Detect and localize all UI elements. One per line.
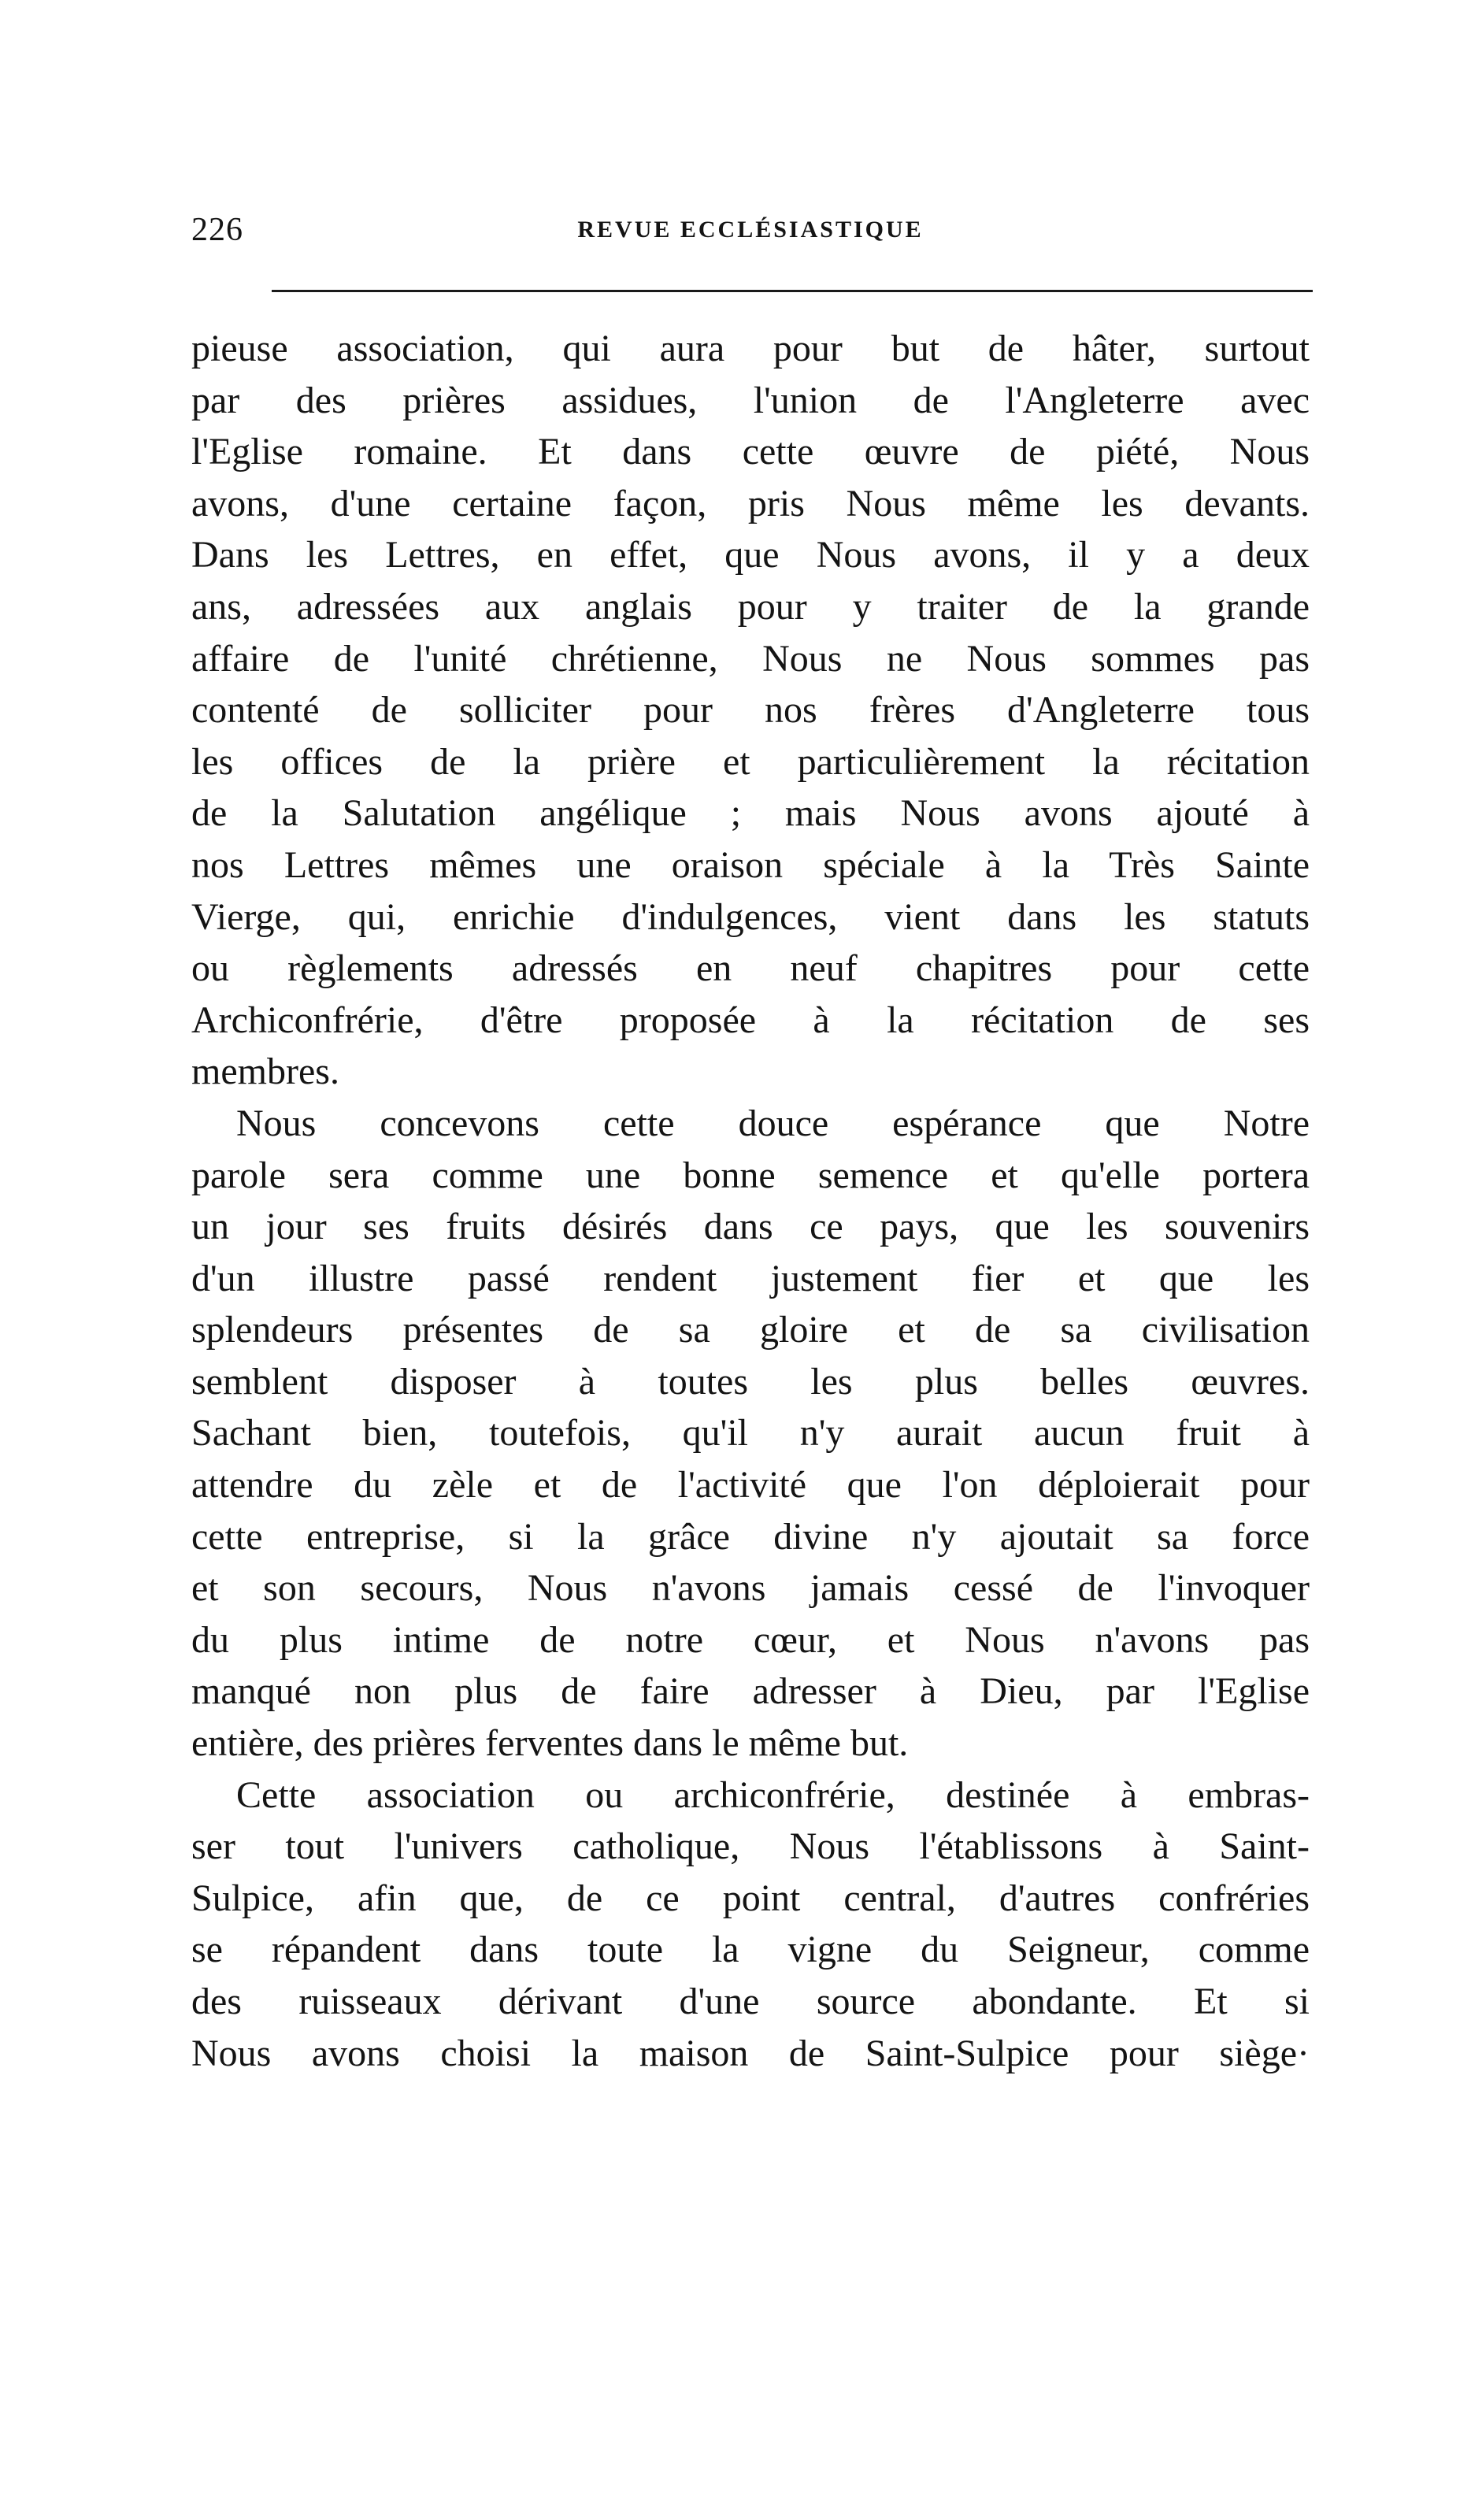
text-line: Nous avons choisi la maison de Saint-Sulpice pour siège· [191, 2032, 1310, 2074]
body-text [191, 323, 1310, 2079]
text-line: les offices de la prière et particulièrement la récitation [191, 740, 1310, 783]
text-line: et son secours, Nous n'avons jamais cessé de l'invoquer [191, 1567, 1310, 1610]
text-line: ou règlements adressés en neuf chapitres pour cette [191, 947, 1310, 990]
paragraph-start-line: Cette association ou archiconfrérie, destinée à embras- [236, 1773, 1310, 1816]
running-title: REVUE ECCLÉSIASTIQUE [577, 217, 924, 243]
text-line: parole sera comme une bonne semence et qu'elle portera [191, 1154, 1310, 1196]
text-line: pieuse association, qui aura pour but de hâter, surtout [191, 328, 1310, 369]
text-line: splendeurs présentes de sa gloire et de sa civilisation [191, 1309, 1310, 1351]
text-line: Sachant bien, toutefois, qu'il n'y aurait aucun fruit à [191, 1412, 1310, 1455]
text-line: Archiconfrérie, d'être proposée à la récitation de ses [191, 999, 1310, 1041]
text-line: manqué non plus de faire adresser à Dieu, par l'Eglise [191, 1670, 1310, 1713]
text-line: d'un illustre passé rendent justement fier et que les [191, 1257, 1310, 1299]
header-rule [272, 290, 1313, 292]
text-line: du plus intime de notre cœur, et Nous n'avons pas [191, 1618, 1310, 1661]
text-line: l'Eglise romaine. Et dans cette œuvre de piété, Nous [191, 431, 1310, 473]
text-line: par des prières assidues, l'union de l'Angleterre avec [191, 379, 1310, 421]
text-line: de la Salutation angélique ; mais Nous avons ajouté à [191, 792, 1310, 835]
text-line: ans, adressées aux anglais pour y traiter de la grande [191, 585, 1310, 628]
text-line: un jour ses fruits désirés dans ce pays, que les souvenirs [191, 1206, 1310, 1248]
text-line: nos Lettres mêmes une oraison spéciale à la Très Sainte [191, 843, 1310, 886]
text-line: Dans les Lettres, en effet, que Nous avons, il y a deux [191, 534, 1310, 576]
text-line: Sulpice, afin que, de ce point central, d'autres confréries [191, 1877, 1310, 1919]
paragraph-start-line: Nous concevons cette douce espérance que Notre [236, 1102, 1310, 1144]
page-number: 226 [191, 212, 243, 248]
page-header [191, 206, 1310, 254]
text-line: Vierge, qui, enrichie d'indulgences, vient dans les statuts [191, 895, 1310, 938]
text-line: membres. [191, 1051, 339, 1093]
text-line: cette entreprise, si la grâce divine n'y ajoutait sa force [191, 1515, 1310, 1558]
text-line: semblent disposer à toutes les plus belles œuvres. [191, 1360, 1310, 1403]
text-line: attendre du zèle et de l'activité que l'on déploierait pour [191, 1464, 1310, 1506]
text-line: se répandent dans toute la vigne du Seigneur, comme [191, 1929, 1310, 1971]
text-line: affaire de l'unité chrétienne, Nous ne Nous sommes pas [191, 637, 1310, 680]
text-line: contenté de solliciter pour nos frères d'Angleterre tous [191, 689, 1310, 732]
text-line: avons, d'une certaine façon, pris Nous même les devants. [191, 482, 1310, 524]
text-line: des ruisseaux dérivant d'une source abondante. Et si [191, 1981, 1310, 2022]
text-line: entière, des prières ferventes dans le même but. [191, 1722, 909, 1765]
text-line: ser tout l'univers catholique, Nous l'établissons à Saint- [191, 1825, 1310, 1868]
